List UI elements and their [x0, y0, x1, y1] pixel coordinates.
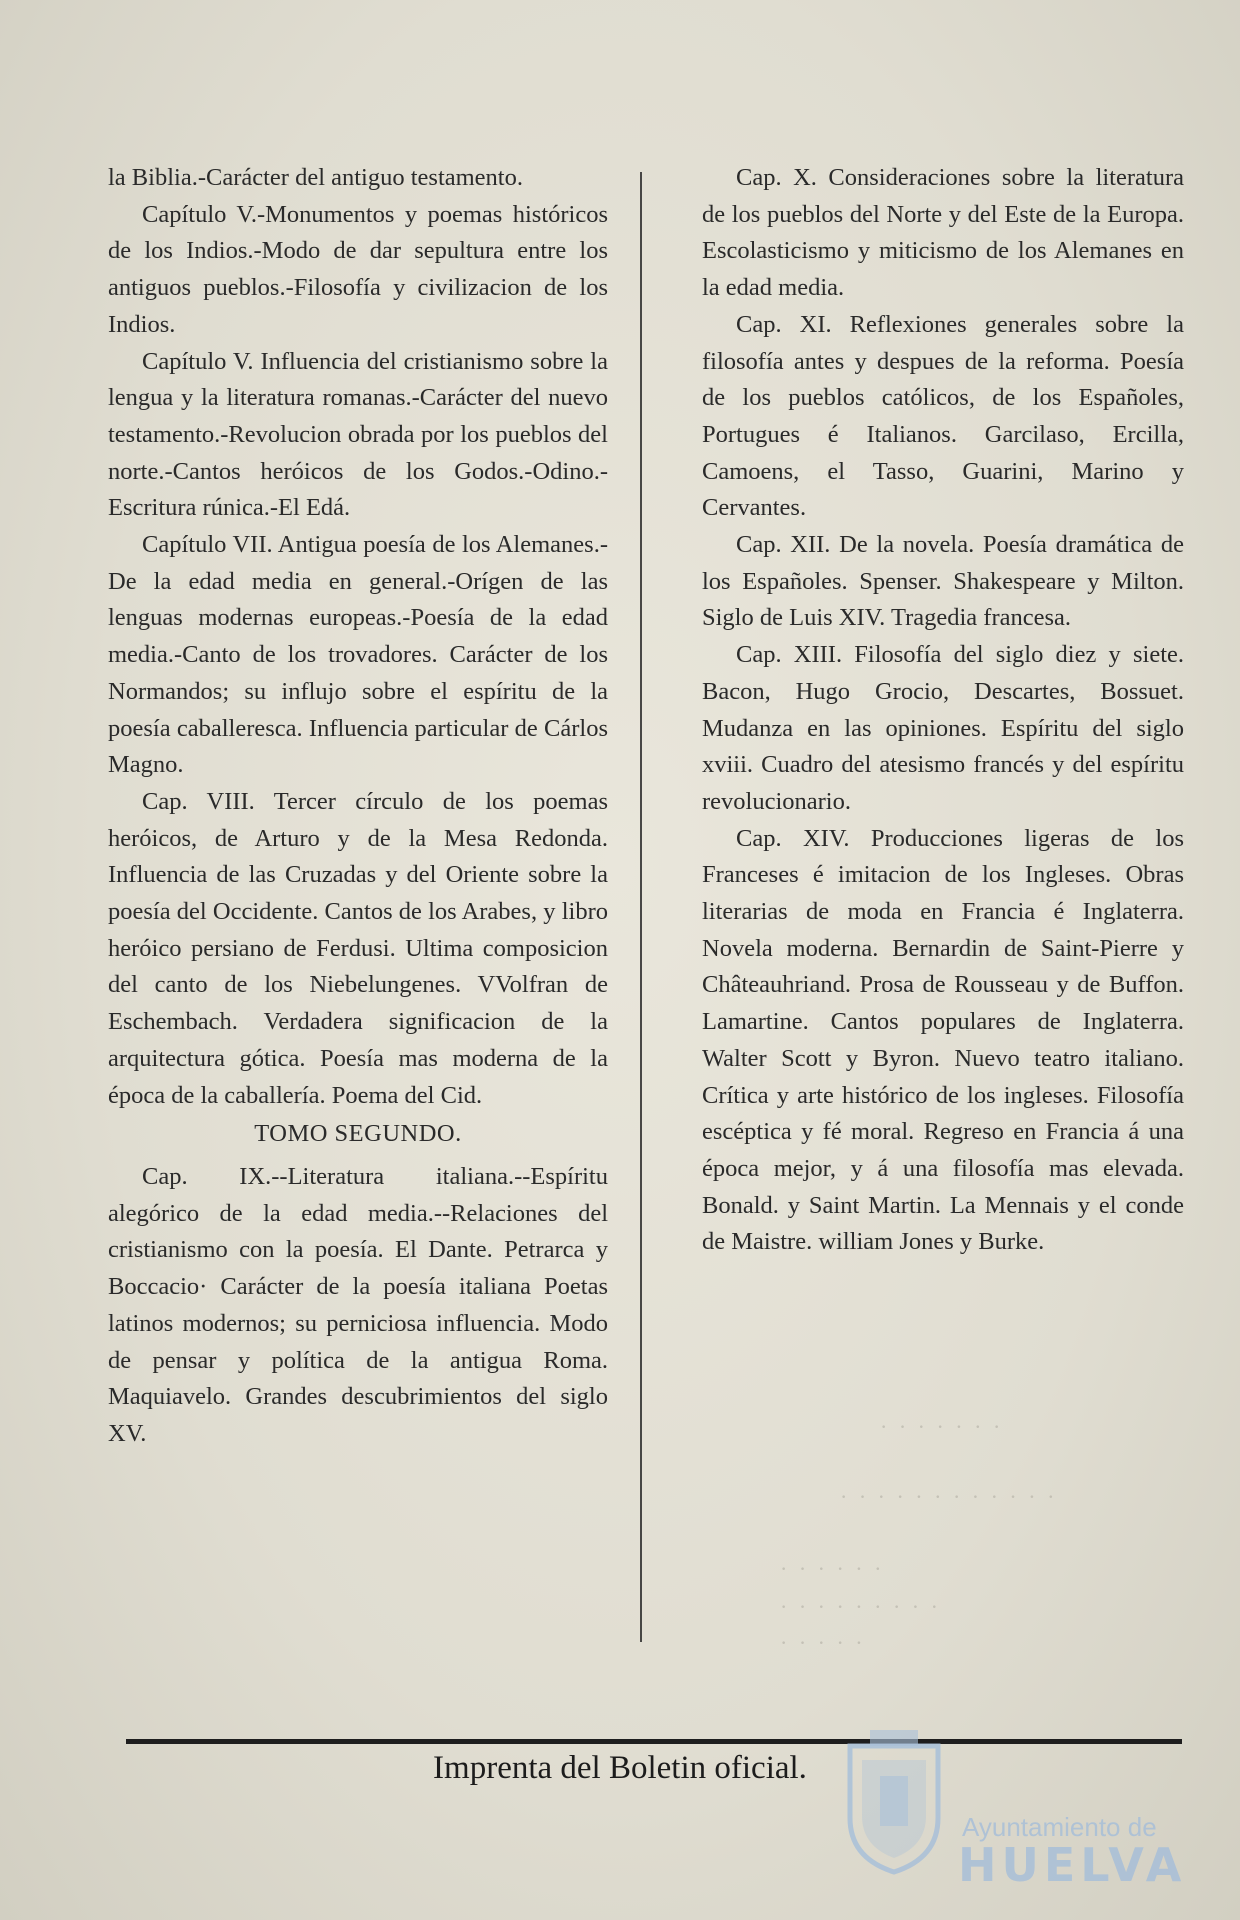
- watermark-line-2: HUELVA: [958, 1838, 1187, 1892]
- column-divider: [640, 172, 642, 1642]
- section-heading: TOMO SEGUNDO.: [254, 1120, 462, 1148]
- right-paragraph: Cap. XIII. Filosofía del siglo diez y siete. Bacon, Hugo Grocio, Descartes, Bossuet. Mudanza en las opiniones. Espíritu del siglo xviii. Cuadro del atesismo francés y del espíritu revolucionario.: [702, 641, 1184, 815]
- bleed-through-ink: · · · · · · · · ·: [780, 1594, 941, 1619]
- bleed-through-ink: · · · · ·: [780, 1630, 866, 1655]
- archive-watermark: [840, 1720, 1187, 1892]
- printer-imprint: Imprenta del Boletin oficial.: [433, 1750, 807, 1786]
- right-paragraph: Cap. XII. De la novela. Poesía dramática de los Españoles. Spenser. Shakespeare y Milton. Siglo de Luis XIV. Tragedia francesa.: [702, 531, 1184, 632]
- left-paragraph: Cap. IX.--Literatura italiana.--Espíritu alegórico de la edad media.--Relaciones del cristianismo con la poesía. El Dante. Petrarca y Boccacio· Carácter de la poesía italiana Poetas latinos modernos; su perniciosa influencia. Modo de pensar y política de la antigua Roma. Maquiavelo. Grandes descubrimientos del siglo XV.: [108, 1162, 608, 1447]
- right-paragraph: Cap. XIV. Producciones ligeras de los Franceses é imitacion de los Ingleses. Obras literarias de moda en Francia é Inglaterra. Novela moderna. Bernardin de Saint-Pierre y Châteauhriand. Prosa de Rousseau y de Buffon. Lamartine. Cantos populares de Inglaterra. Walter Scott y Byron. Nuevo teatro italiano. Crítica y arte histórico de los ingleses. Filosofía escéptica y fé moral. Regreso en Francia á una época mejor, y á una filosofía mas elevada. Bonald. y Saint Martin. La Mennais y el conde de Maistre. william Jones y Burke.: [702, 824, 1184, 1256]
- left-column: [108, 160, 608, 1453]
- coat-of-arms-icon: [840, 1726, 948, 1876]
- right-column: [702, 160, 1184, 1261]
- left-paragraph: Capítulo V. Influencia del cristianismo sobre la lengua y la literatura romanas.-Carácter del nuevo testamento.-Revolucion obrada por los pueblos del norte.-Cantos heróicos de los Godos.-Odino.-Escritura rúnica.-El Edá.: [108, 347, 608, 522]
- left-paragraph: Cap. VIII. Tercer círculo de los poemas heróicos, de Arturo y de la Mesa Redonda. Influencia de las Cruzadas y del Oriente sobre la poesía del Occidente. Cantos de los Arabes, y libro heróico persiano de Ferdusi. Ultima composicion del canto de los Niebelungenes. VVolfran de Eschembach. Verdadera significacion de la arquitectura gótica. Poesía mas moderna de la época de la caballería. Poema del Cid.: [108, 787, 608, 1109]
- left-paragraph: la Biblia.-Carácter del antiguo testamento.: [108, 164, 523, 191]
- right-paragraph: Cap. XI. Reflexiones generales sobre la filosofía antes y despues de la reforma. Poesía de los pueblos católicos, de los Españoles, Portugues é Italianos. Garcilaso, Ercilla, Camoens, el Tasso, Guarini, Marino y Cervantes.: [702, 310, 1184, 522]
- bleed-through-ink: · · · · · · ·: [880, 1414, 1004, 1439]
- right-paragraph: Cap. X. Consideraciones sobre la literatura de los pueblos del Norte y del Este de la Europa. Escolasticismo y miticismo de los Alemanes en la edad media.: [702, 164, 1184, 302]
- bleed-through-ink: · · · · · · · · · · · ·: [840, 1484, 1058, 1509]
- bleed-through-ink: · · · · · ·: [780, 1556, 885, 1581]
- left-paragraph: Capítulo V.-Monumentos y poemas históricos de los Indios.-Modo de dar sepultura entre los antiguos pueblos.-Filosofía y civilizacion de los Indios.: [108, 200, 608, 338]
- left-paragraph: Capítulo VII. Antigua poesía de los Alemanes.-De la edad media en general.-Orígen de las lenguas modernas europeas.-Poesía de la edad media.-Canto de los trovadores. Carácter de los Normandos; su influjo sobre el espíritu de la poesía caballeresca. Influencia particular de Cárlos Magno.: [108, 531, 608, 779]
- watermark-line-1: Ayuntamiento de: [962, 1812, 1157, 1842]
